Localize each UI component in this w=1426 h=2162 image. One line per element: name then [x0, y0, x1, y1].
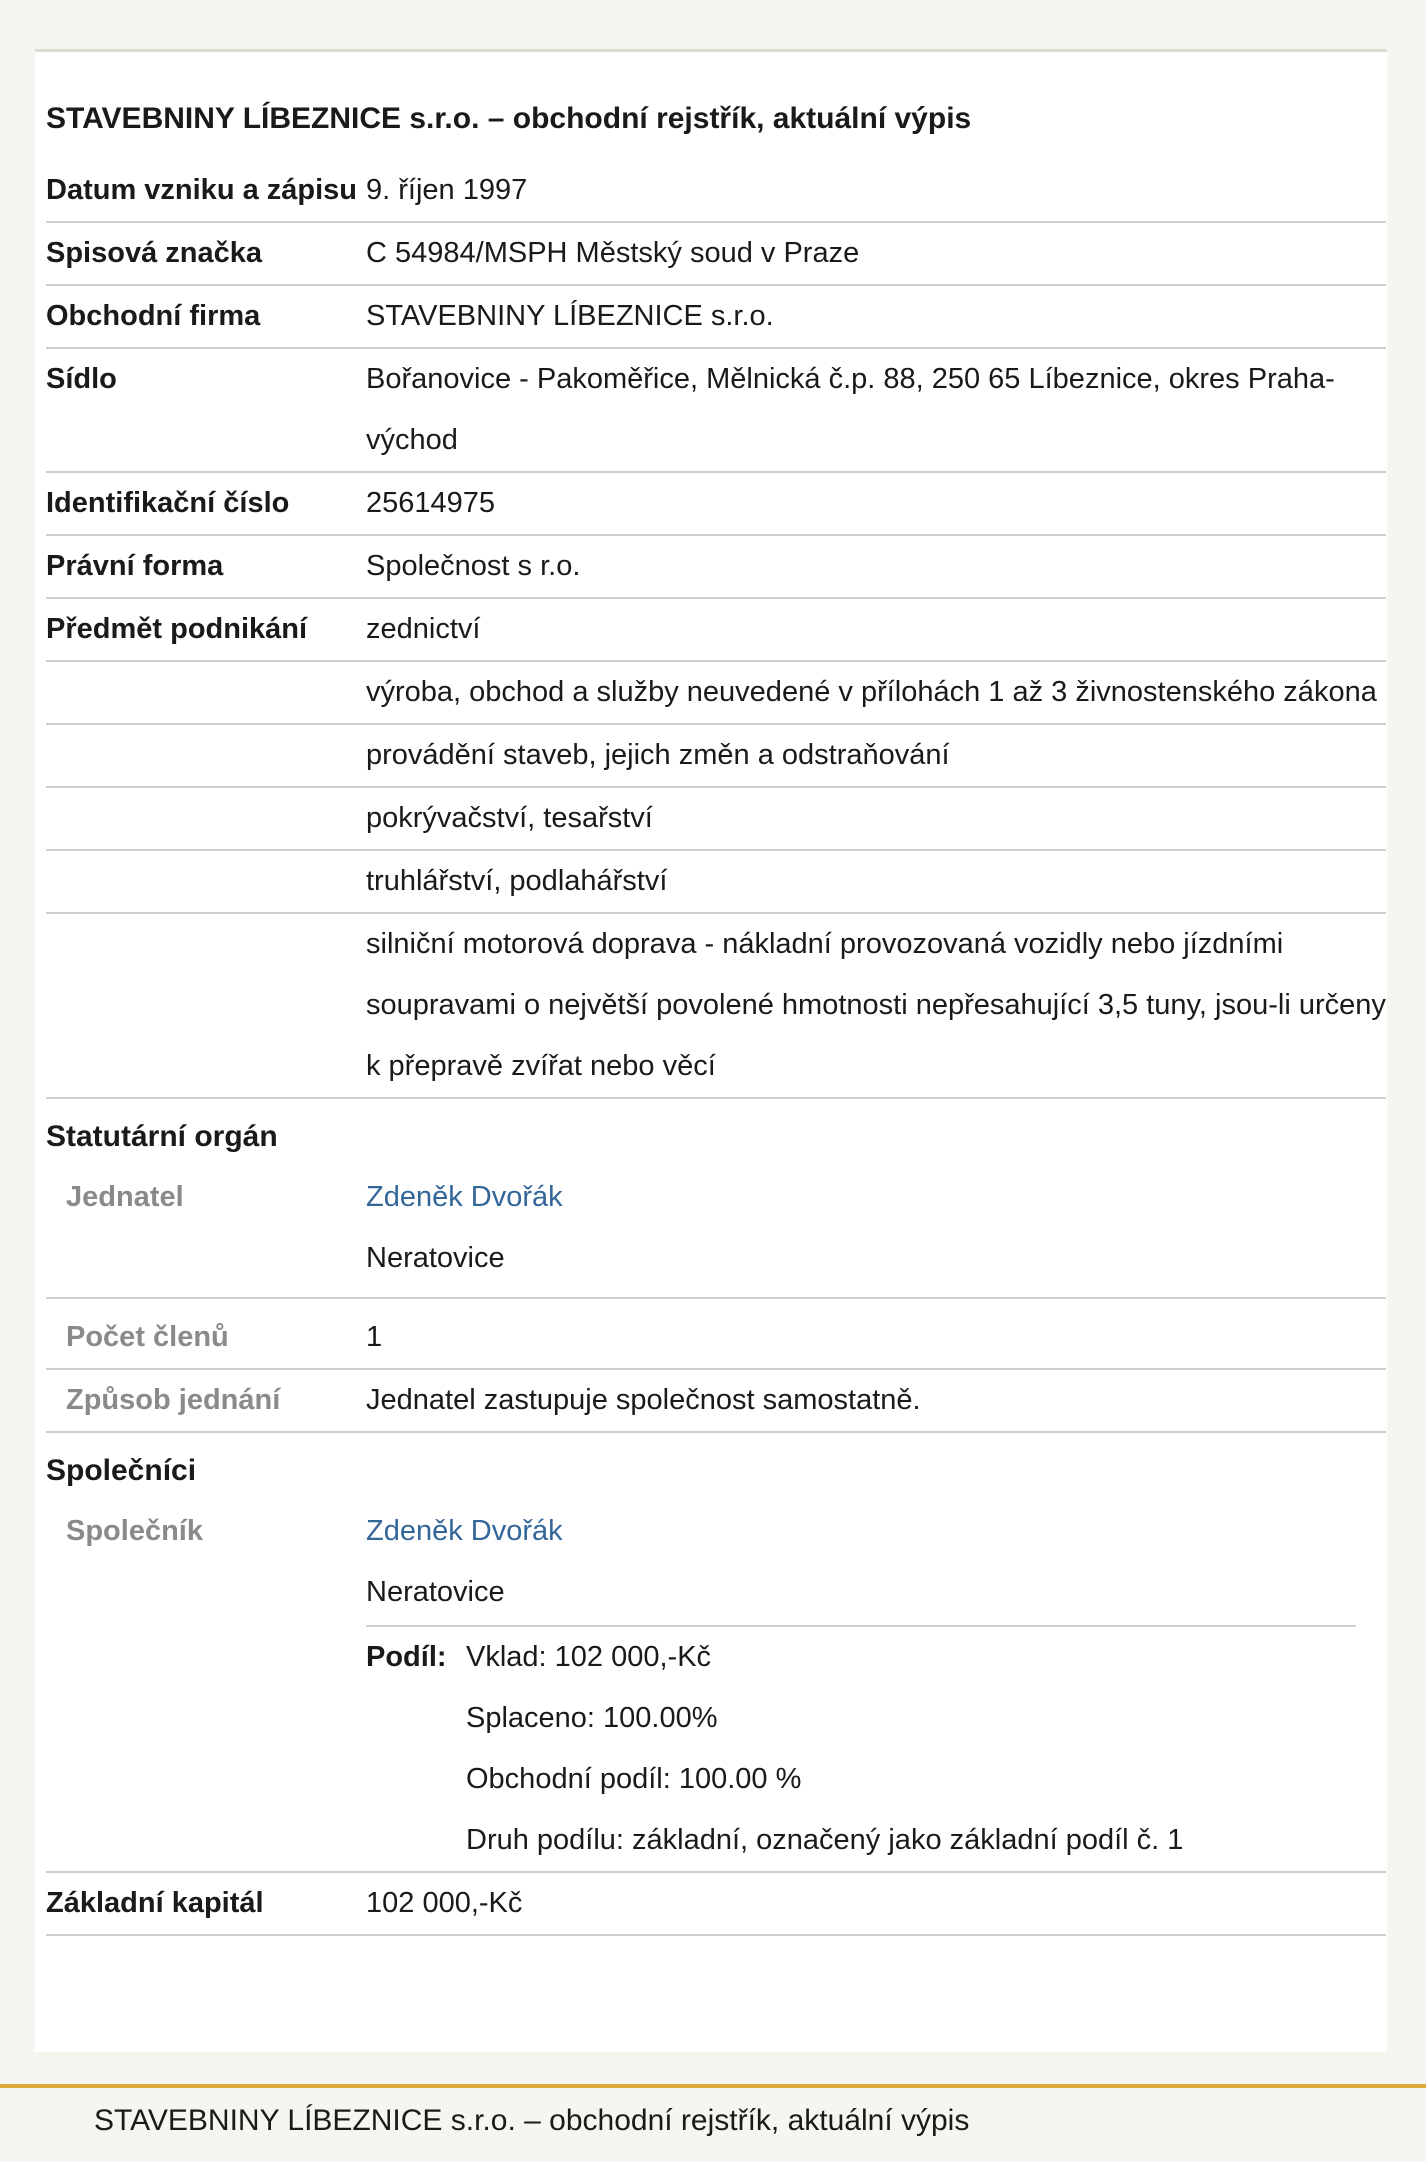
row-value: 102 000,-Kč — [366, 1887, 523, 1919]
row-label: Datum vzniku a zápisu — [46, 174, 358, 206]
footer-text: STAVEBNINY LÍBEZNICE s.r.o. – obchodní rejstřík, aktuální výpis — [94, 2104, 970, 2137]
row-label: Společník — [66, 1515, 203, 1547]
row-spolecnik — [46, 1501, 1386, 1873]
person-city: Neratovice — [366, 1576, 505, 1608]
row-value: 25614975 — [366, 487, 496, 519]
registry-card — [35, 49, 1387, 2052]
row-predmet-5 — [46, 851, 1386, 914]
share-block — [366, 1625, 1356, 1871]
row-value: zednictví — [366, 613, 481, 645]
row-pocet-clenu — [46, 1299, 1386, 1370]
row-pravni-forma — [46, 536, 1386, 599]
share-line: Splaceno: 100.00% — [466, 1702, 718, 1734]
row-predmet-2 — [46, 662, 1386, 725]
section-heading-statutarni: Statutární orgán — [46, 1120, 278, 1153]
row-spisova-znacka — [46, 223, 1386, 286]
row-value: silniční motorová doprava - nákladní provozovaná vozidly nebo jízdními soupravami o největší povolené hmotnosti nepřesahující 3,5 tuny, jsou-li určeny k přepravě zvířat nebo věcí — [366, 928, 1386, 1082]
row-value: STAVEBNINY LÍBEZNICE s.r.o. — [366, 300, 774, 332]
row-datum-vzniku — [46, 160, 1386, 223]
row-value: Jednatel zastupuje společnost samostatně. — [366, 1384, 921, 1416]
row-value: Bořanovice - Pakoměřice, Mělnická č.p. 88, 250 65 Líbeznice, okres Praha-východ — [366, 363, 1335, 456]
row-value: pokrývačství, tesařství — [366, 802, 653, 834]
row-label: Základní kapitál — [46, 1887, 264, 1919]
row-label: Obchodní firma — [46, 300, 261, 332]
row-jednatel — [46, 1167, 1386, 1299]
row-zpusob-jednani — [46, 1370, 1386, 1433]
row-predmet-4 — [46, 788, 1386, 851]
row-value: truhlářství, podlahářství — [366, 865, 668, 897]
row-label: Sídlo — [46, 363, 117, 395]
row-ico — [46, 473, 1386, 536]
share-line: Druh podílu: základní, označený jako základní podíl č. 1 — [466, 1824, 1184, 1856]
footer — [0, 2084, 1426, 2162]
row-obchodni-firma — [46, 286, 1386, 349]
row-sidlo — [46, 349, 1386, 473]
person-link[interactable]: Zdeněk Dvořák — [366, 1181, 563, 1213]
row-value: 1 — [366, 1321, 383, 1353]
row-value: C 54984/MSPH Městský soud v Praze — [366, 237, 860, 269]
row-value: provádění staveb, jejich změn a odstraňování — [366, 739, 950, 771]
section-heading-spolecnici: Společníci — [46, 1454, 197, 1487]
row-label: Právní forma — [46, 550, 224, 582]
row-value: výroba, obchod a služby neuvedené v přílohách 1 až 3 živnostenského zákona — [366, 676, 1377, 708]
row-label: Spisová značka — [46, 237, 262, 269]
person-link[interactable]: Zdeněk Dvořák — [366, 1515, 563, 1547]
row-label: Počet členů — [66, 1321, 229, 1353]
row-value: Společnost s r.o. — [366, 550, 581, 582]
share-line: Obchodní podíl: 100.00 % — [466, 1763, 802, 1795]
share-label: Podíl: — [366, 1641, 447, 1673]
row-label: Předmět podnikání — [46, 613, 308, 645]
row-predmet-6 — [46, 914, 1386, 1099]
registry-table — [46, 160, 1386, 1936]
row-label: Způsob jednání — [66, 1384, 281, 1416]
page-title: STAVEBNINY LÍBEZNICE s.r.o. – obchodní rejstřík, aktuální výpis — [46, 102, 972, 135]
row-predmet-3 — [46, 725, 1386, 788]
share-line: Vklad: 102 000,-Kč — [466, 1641, 712, 1673]
row-label: Jednatel — [66, 1181, 184, 1213]
person-city: Neratovice — [366, 1242, 505, 1274]
row-value: 9. říjen 1997 — [366, 174, 528, 206]
row-zakladni-kapital — [46, 1873, 1386, 1936]
row-label: Identifikační číslo — [46, 487, 290, 519]
row-predmet-1 — [46, 599, 1386, 662]
